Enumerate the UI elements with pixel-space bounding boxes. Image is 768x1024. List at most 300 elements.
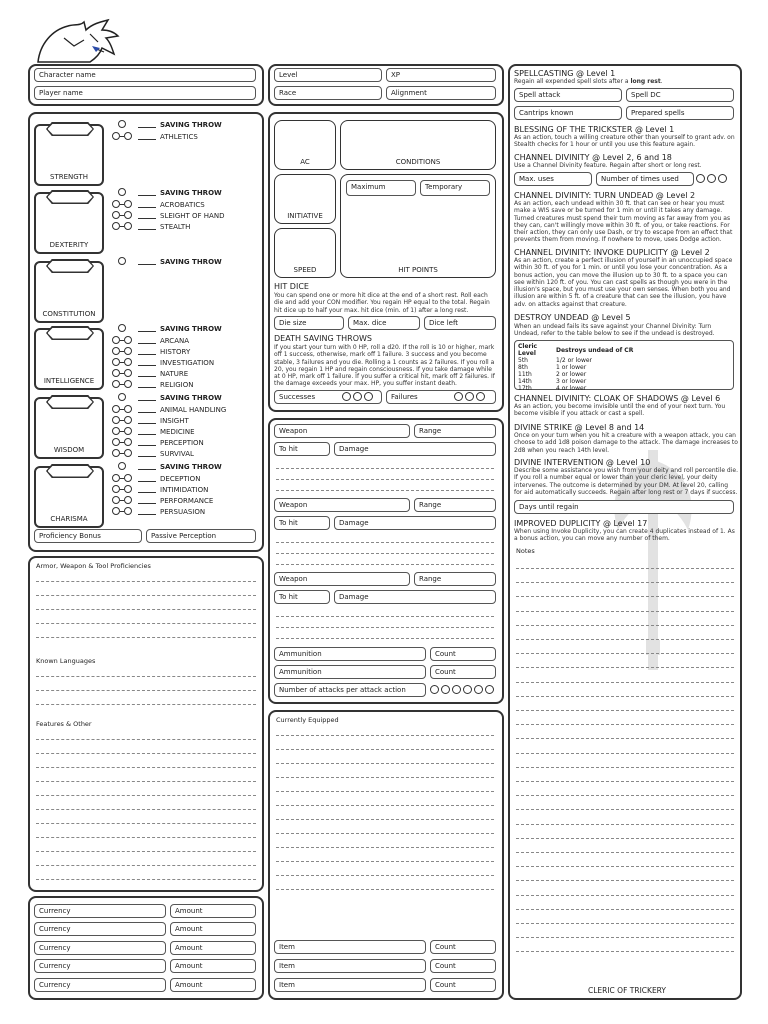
notes-line[interactable] bbox=[516, 738, 734, 739]
proficiency-line[interactable] bbox=[36, 609, 256, 610]
weapon-notes-line[interactable] bbox=[276, 564, 494, 565]
notes-line[interactable] bbox=[516, 795, 734, 796]
language-line[interactable] bbox=[36, 704, 256, 705]
currency-amount-field[interactable]: Amount bbox=[170, 922, 256, 936]
equipped-line[interactable] bbox=[276, 791, 494, 792]
skill-expertise-circle[interactable] bbox=[124, 438, 132, 446]
skill-expertise-circle[interactable] bbox=[124, 222, 132, 230]
languages-title: Known Languages bbox=[36, 657, 96, 665]
skill-connector bbox=[120, 442, 124, 443]
ability-box-wisdom[interactable] bbox=[34, 397, 104, 459]
weapons-panel bbox=[268, 418, 504, 704]
skill-expertise-circle[interactable] bbox=[124, 380, 132, 388]
currency-amount-field[interactable]: Amount bbox=[170, 941, 256, 955]
cr-table-row bbox=[518, 357, 637, 364]
skill-connector bbox=[120, 226, 124, 227]
notes-line[interactable] bbox=[516, 895, 734, 896]
weapon-damage-field[interactable]: Damage bbox=[334, 516, 496, 530]
notes-line[interactable] bbox=[516, 767, 734, 768]
proficiency-line[interactable] bbox=[36, 637, 256, 638]
cr-table-cell: 17th bbox=[518, 385, 532, 392]
speed-box[interactable] bbox=[274, 228, 336, 278]
skill-proficiency-circle[interactable] bbox=[112, 474, 120, 482]
weapon-to-hit-field[interactable]: To hit bbox=[274, 516, 330, 530]
ability-name: CONSTITUTION bbox=[42, 310, 96, 318]
skill-row bbox=[138, 406, 226, 414]
notes-line[interactable] bbox=[516, 824, 734, 825]
weapon-range-field[interactable]: Range bbox=[414, 572, 496, 586]
skill-proficiency-circle[interactable] bbox=[112, 336, 120, 344]
initiative-box[interactable] bbox=[274, 174, 336, 224]
saving-throw-label bbox=[138, 463, 222, 471]
notes-line[interactable] bbox=[516, 909, 734, 910]
notes-line[interactable] bbox=[516, 852, 734, 853]
notes-line[interactable] bbox=[516, 696, 734, 697]
notes-line[interactable] bbox=[516, 809, 734, 810]
skill-name: ACROBATICS bbox=[160, 201, 205, 209]
notes-line[interactable] bbox=[516, 866, 734, 867]
currency-name-field[interactable]: Currency bbox=[34, 941, 166, 955]
weapon-range-field[interactable]: Range bbox=[414, 498, 496, 512]
currency-name-field[interactable]: Currency bbox=[34, 922, 166, 936]
skill-name: PERFORMANCE bbox=[160, 497, 214, 505]
spell-dc-field[interactable]: Spell DC bbox=[626, 88, 734, 102]
weapon-notes-line[interactable] bbox=[276, 490, 494, 491]
saving-throw-proficiency-circle[interactable] bbox=[118, 393, 126, 401]
feature-line[interactable] bbox=[36, 879, 256, 880]
failures-field[interactable]: Failures bbox=[386, 390, 496, 404]
skill-name: ARCANA bbox=[160, 337, 190, 345]
attacks-per-action-field[interactable]: Number of attacks per attack action bbox=[274, 683, 426, 697]
cloak-of-shadows-text: As an action, you become invisible until the end of your next turn. You become visible if you attack or cast a spell. bbox=[514, 403, 726, 418]
weapon-notes-line[interactable] bbox=[276, 627, 494, 628]
proficiency-line[interactable] bbox=[36, 581, 256, 582]
player-name-field[interactable]: Player name bbox=[34, 86, 256, 100]
notes-line[interactable] bbox=[516, 951, 734, 952]
weapon-damage-field[interactable]: Damage bbox=[334, 442, 496, 456]
skill-connector bbox=[120, 489, 124, 490]
die-size-field[interactable]: Die size bbox=[274, 316, 344, 330]
skill-expertise-circle[interactable] bbox=[124, 416, 132, 424]
item-count-field[interactable]: Count bbox=[430, 978, 496, 992]
skill-row bbox=[138, 417, 189, 425]
skill-expertise-circle[interactable] bbox=[124, 358, 132, 366]
ability-box-constitution[interactable] bbox=[34, 261, 104, 323]
invoke-duplicity-title: CHANNEL DIVINITY: INVOKE DUPLICITY @ Level 2 bbox=[514, 248, 710, 257]
notes-line[interactable] bbox=[516, 625, 734, 626]
skill-proficiency-circle[interactable] bbox=[112, 347, 120, 355]
notes-line[interactable] bbox=[516, 682, 734, 683]
skill-expertise-circle[interactable] bbox=[124, 211, 132, 219]
saving-throw-text: SAVING THROW bbox=[160, 189, 222, 197]
weapon-notes-line[interactable] bbox=[276, 553, 494, 554]
skill-name: PERSUASION bbox=[160, 508, 206, 516]
notes-line[interactable] bbox=[516, 923, 734, 924]
divine-intervention-text: Describe some assistance you wish from your deity and roll percentile die. If you roll a number equal or lower than your cleric level, your deity intervenes. The outcome is determined by your DM. At level 20, calling for aid automatically succeeds. Regain after long rest or 7 days if success. bbox=[514, 467, 738, 496]
equipped-line[interactable] bbox=[276, 875, 494, 876]
cr-table-cell: 3 or lower bbox=[556, 378, 587, 385]
attacks-per-action-checkboxes[interactable] bbox=[428, 685, 494, 694]
hit-points-label: HIT POINTS bbox=[398, 266, 438, 274]
notes-line[interactable] bbox=[516, 639, 734, 640]
notes-line[interactable] bbox=[516, 582, 734, 583]
item-name-field[interactable]: Item bbox=[274, 940, 426, 954]
notes-title: Notes bbox=[516, 547, 535, 555]
ability-box-charisma[interactable] bbox=[34, 466, 104, 528]
skill-expertise-circle[interactable] bbox=[124, 449, 132, 457]
skill-expertise-circle[interactable] bbox=[124, 369, 132, 377]
weapon-notes-line[interactable] bbox=[276, 616, 494, 617]
skill-row bbox=[138, 370, 188, 378]
skill-name: ANIMAL HANDLING bbox=[160, 406, 227, 414]
skill-row bbox=[138, 348, 190, 356]
ability-box-strength[interactable] bbox=[34, 124, 104, 186]
successes-field[interactable]: Successes bbox=[274, 390, 382, 404]
notes-line[interactable] bbox=[516, 653, 734, 654]
weapon-name-field[interactable]: Weapon bbox=[274, 572, 410, 586]
skill-name: RELIGION bbox=[160, 381, 194, 389]
prepared-spells-field[interactable]: Prepared spells bbox=[626, 106, 734, 120]
ability-modifier-hex[interactable] bbox=[48, 124, 93, 135]
blessing-title: BLESSING OF THE TRICKSTER @ Level 1 bbox=[514, 125, 675, 134]
saving-throw-text: SAVING THROW bbox=[160, 463, 222, 471]
saving-throw-text: SAVING THROW bbox=[160, 394, 222, 402]
skill-connector bbox=[120, 215, 124, 216]
cloak-of-shadows-title: CHANNEL DIVINITY: CLOAK OF SHADOWS @ Level 6 bbox=[514, 394, 721, 403]
saving-throw-proficiency-circle[interactable] bbox=[118, 324, 126, 332]
divine-strike-text: Once on your turn when you hit a creature with a weapon attack, you can choose to add 1d8 poison damage to the attack. The damage increases to 2d8 when you reach 14th level. bbox=[514, 432, 738, 454]
ability-name: STRENGTH bbox=[50, 173, 88, 181]
feature-line[interactable] bbox=[36, 809, 256, 810]
skill-name: DECEPTION bbox=[160, 475, 201, 483]
proficiency-line[interactable] bbox=[36, 623, 256, 624]
currency-amount-field[interactable]: Amount bbox=[170, 904, 256, 918]
saving-throw-proficiency-circle[interactable] bbox=[118, 257, 126, 265]
saving-throw-label bbox=[138, 189, 222, 197]
skill-proficiency-circle[interactable] bbox=[112, 485, 120, 493]
ability-name: DEXTERITY bbox=[49, 241, 89, 249]
saving-throw-text: SAVING THROW bbox=[160, 325, 222, 333]
ability-modifier-hex[interactable] bbox=[48, 466, 93, 477]
feature-line[interactable] bbox=[36, 823, 256, 824]
weapon-name-field[interactable]: Weapon bbox=[274, 498, 410, 512]
skill-row bbox=[138, 508, 205, 516]
feature-line[interactable] bbox=[36, 837, 256, 838]
skill-row bbox=[138, 428, 195, 436]
ability-name: WISDOM bbox=[53, 446, 85, 454]
features-other-title: Features & Other bbox=[36, 720, 92, 728]
feature-line[interactable] bbox=[36, 851, 256, 852]
notes-line[interactable] bbox=[516, 781, 734, 782]
conditions-label: CONDITIONS bbox=[395, 158, 441, 166]
weapon-notes-line[interactable] bbox=[276, 479, 494, 480]
notes-line[interactable] bbox=[516, 596, 734, 597]
hp-maximum-field[interactable]: Maximum bbox=[346, 180, 416, 196]
class-footer-label: CLERIC OF TRICKERY bbox=[587, 986, 666, 995]
channel-divinity-text: Use a Channel Divinity feature. Regain after short or long rest. bbox=[514, 162, 702, 169]
times-used-checkboxes[interactable] bbox=[694, 174, 727, 183]
cr-table-row bbox=[518, 378, 637, 385]
equipped-line[interactable] bbox=[276, 889, 494, 890]
skill-row bbox=[138, 212, 224, 220]
weapon-range-field[interactable]: Range bbox=[414, 424, 496, 438]
ability-modifier-hex[interactable] bbox=[48, 397, 93, 408]
weapon-notes-line[interactable] bbox=[276, 542, 494, 543]
skill-expertise-circle[interactable] bbox=[124, 200, 132, 208]
feature-line[interactable] bbox=[36, 781, 256, 782]
skill-name: INSIGHT bbox=[160, 417, 189, 425]
skill-row bbox=[138, 439, 204, 447]
destroy-undead-text: When an undead fails its save against your Channel Divinity: Turn Undead, refer to the table below to see if the undead is destroyed. bbox=[514, 323, 715, 338]
skill-expertise-circle[interactable] bbox=[124, 474, 132, 482]
notes-line[interactable] bbox=[516, 611, 734, 612]
currency-name-field[interactable]: Currency bbox=[34, 959, 166, 973]
failures-checkboxes[interactable] bbox=[452, 392, 485, 401]
skill-name: HISTORY bbox=[160, 348, 191, 356]
ammunition-field-2[interactable]: Ammunition bbox=[274, 665, 426, 679]
destroy-undead-title: DESTROY UNDEAD @ Level 5 bbox=[514, 313, 631, 322]
skill-name: INTIMIDATION bbox=[160, 486, 209, 494]
feature-line[interactable] bbox=[36, 753, 256, 754]
currency-amount-field[interactable]: Amount bbox=[170, 959, 256, 973]
ability-box-intelligence[interactable] bbox=[34, 328, 104, 390]
skill-row bbox=[138, 133, 198, 141]
dice-left-field[interactable]: Dice left bbox=[424, 316, 496, 330]
currently-equipped-title: Currently Equipped bbox=[276, 716, 339, 724]
saving-throw-label bbox=[138, 325, 222, 333]
cr-table-cell: 4 or lower bbox=[556, 385, 587, 392]
skill-name: INVESTIGATION bbox=[160, 359, 215, 367]
skill-name: NATURE bbox=[160, 370, 189, 378]
notes-line[interactable] bbox=[516, 568, 734, 569]
divine-strike-title: DIVINE STRIKE @ Level 8 and 14 bbox=[514, 423, 645, 432]
successes-checkboxes[interactable] bbox=[340, 392, 373, 401]
improved-duplicity-title: IMPROVED DUPLICITY @ Level 17 bbox=[514, 519, 648, 528]
saving-throw-text: SAVING THROW bbox=[160, 258, 222, 266]
skill-proficiency-circle[interactable] bbox=[112, 222, 120, 230]
ac-label: AC bbox=[300, 158, 310, 166]
ability-box-dexterity[interactable] bbox=[34, 192, 104, 254]
cr-table-header: Destroys undead of CR bbox=[556, 346, 634, 354]
xp-field[interactable]: XP bbox=[386, 68, 496, 82]
skill-row bbox=[138, 223, 190, 231]
skill-expertise-circle[interactable] bbox=[124, 132, 132, 140]
skill-expertise-circle[interactable] bbox=[124, 485, 132, 493]
weapon-damage-field[interactable]: Damage bbox=[334, 590, 496, 604]
saving-throw-label bbox=[138, 121, 222, 129]
feature-line[interactable] bbox=[36, 767, 256, 768]
skill-name: SLEIGHT OF HAND bbox=[160, 212, 225, 220]
equipped-line[interactable] bbox=[276, 861, 494, 862]
ammunition-count-2[interactable]: Count bbox=[430, 665, 496, 679]
skill-row bbox=[138, 475, 200, 483]
skill-name: ATHLETICS bbox=[160, 133, 198, 141]
item-name-field[interactable]: Item bbox=[274, 978, 426, 992]
feature-line[interactable] bbox=[36, 795, 256, 796]
spellcasting-text: Regain all expended spell slots after a long rest. bbox=[514, 78, 663, 85]
skill-name: SURVIVAL bbox=[160, 450, 194, 458]
character-name-field[interactable]: Character name bbox=[34, 68, 256, 82]
skill-proficiency-circle[interactable] bbox=[112, 369, 120, 377]
skill-expertise-circle[interactable] bbox=[124, 336, 132, 344]
passive-perception-field[interactable]: Passive Perception bbox=[146, 529, 256, 543]
destroy-undead-table bbox=[518, 343, 637, 392]
cr-table-cell: 1 or lower bbox=[556, 364, 587, 371]
ammunition-field-1[interactable]: Ammunition bbox=[274, 647, 426, 661]
skill-connector bbox=[120, 384, 124, 385]
cr-table-header: Cleric Level bbox=[518, 343, 538, 357]
equipped-line[interactable] bbox=[276, 763, 494, 764]
skill-proficiency-circle[interactable] bbox=[112, 358, 120, 366]
equipped-line[interactable] bbox=[276, 833, 494, 834]
skill-proficiency-circle[interactable] bbox=[112, 438, 120, 446]
skill-proficiency-circle[interactable] bbox=[112, 200, 120, 208]
skill-row bbox=[138, 359, 214, 367]
cantrips-known-field[interactable]: Cantrips known bbox=[514, 106, 622, 120]
cr-table-row bbox=[518, 371, 637, 378]
ability-name: CHARISMA bbox=[50, 515, 88, 523]
equipped-line[interactable] bbox=[276, 735, 494, 736]
skill-connector bbox=[120, 136, 124, 137]
weapon-to-hit-field[interactable]: To hit bbox=[274, 590, 330, 604]
notes-line[interactable] bbox=[516, 838, 734, 839]
notes-line[interactable] bbox=[516, 667, 734, 668]
saving-throw-proficiency-circle[interactable] bbox=[118, 188, 126, 196]
notes-line[interactable] bbox=[516, 710, 734, 711]
equipped-line[interactable] bbox=[276, 847, 494, 848]
ability-modifier-hex[interactable] bbox=[48, 328, 93, 339]
weapon-notes-line[interactable] bbox=[276, 638, 494, 639]
invoke-duplicity-text: As an action, create a perfect illusion of yourself in an unoccupied space within 30 ft. of you for 1 min. or until you lose your concentration. As a bonus action, you can move the illusion up to 30 ft. to a space you can see within 120 ft. of you. You can cast spells as though you were in the illusion's space, but you must use your own senses. When both you and illusion are within 5 ft. of a creature that can see the illusion, you have adv. on attacks against that creature. bbox=[514, 257, 733, 308]
ability-modifier-hex[interactable] bbox=[48, 261, 93, 272]
cr-table-cell: 14th bbox=[518, 378, 532, 385]
skill-expertise-circle[interactable] bbox=[124, 496, 132, 504]
skill-connector bbox=[120, 373, 124, 374]
ac-box[interactable] bbox=[274, 120, 336, 170]
item-count-field[interactable]: Count bbox=[430, 940, 496, 954]
skill-name: MEDICINE bbox=[160, 428, 195, 436]
skill-name: STEALTH bbox=[160, 223, 191, 231]
item-count-field[interactable]: Count bbox=[430, 959, 496, 973]
notes-line[interactable] bbox=[516, 753, 734, 754]
skill-proficiency-circle[interactable] bbox=[112, 211, 120, 219]
divine-intervention-title: DIVINE INTERVENTION @ Level 10 bbox=[514, 458, 651, 467]
skill-row bbox=[138, 201, 205, 209]
proficiency-line[interactable] bbox=[36, 595, 256, 596]
equipped-line[interactable] bbox=[276, 749, 494, 750]
skill-proficiency-circle[interactable] bbox=[112, 507, 120, 515]
skill-connector bbox=[120, 340, 124, 341]
skill-row bbox=[138, 497, 213, 505]
saving-throw-proficiency-circle[interactable] bbox=[118, 120, 126, 128]
skill-expertise-circle[interactable] bbox=[124, 347, 132, 355]
notes-line[interactable] bbox=[516, 880, 734, 881]
days-until-regain-field[interactable]: Days until regain bbox=[514, 500, 734, 514]
saving-throw-label bbox=[138, 258, 222, 266]
race-field[interactable]: Race bbox=[274, 86, 382, 100]
equipped-line[interactable] bbox=[276, 819, 494, 820]
max-uses-field[interactable]: Max. uses bbox=[514, 172, 592, 186]
skill-expertise-circle[interactable] bbox=[124, 427, 132, 435]
conditions-box[interactable] bbox=[340, 120, 496, 170]
saving-throw-proficiency-circle[interactable] bbox=[118, 462, 126, 470]
cr-table-cell: 5th bbox=[518, 357, 528, 364]
dragon-logo bbox=[34, 18, 120, 66]
skill-proficiency-circle[interactable] bbox=[112, 416, 120, 424]
weapon-name-field[interactable]: Weapon bbox=[274, 424, 410, 438]
skill-proficiency-circle[interactable] bbox=[112, 496, 120, 504]
skill-connector bbox=[120, 431, 124, 432]
weapon-to-hit-field[interactable]: To hit bbox=[274, 442, 330, 456]
ammunition-count-1[interactable]: Count bbox=[430, 647, 496, 661]
skill-proficiency-circle[interactable] bbox=[112, 427, 120, 435]
skill-expertise-circle[interactable] bbox=[124, 507, 132, 515]
feature-line[interactable] bbox=[36, 739, 256, 740]
death-saves-text: If you start your turn with 0 HP, roll a d20. If the roll is 10 or higher, mark off 1 success, otherwise, mark off 1 failure. 3 success and you become stable, 3 failures and you die. Rolling a 1 counts as 2 failures. If you roll a 20, you regain 1 HP and regain consciousness. If you take damage while at 0 HP, mark off 1 failure. If you suffer a critical hit, mark off 2 failures. If the damage exceeds your max. HP, you suffer instant death. bbox=[274, 344, 495, 388]
hp-temporary-field[interactable]: Temporary bbox=[420, 180, 490, 196]
max-dice-field[interactable]: Max. dice bbox=[348, 316, 420, 330]
skill-proficiency-circle[interactable] bbox=[112, 380, 120, 388]
saving-throw-text: SAVING THROW bbox=[160, 121, 222, 129]
turn-undead-title: CHANNEL DIVINITY: TURN UNDEAD @ Level 2 bbox=[514, 191, 696, 200]
level-field[interactable]: Level bbox=[274, 68, 382, 82]
spell-attack-field[interactable]: Spell attack bbox=[514, 88, 622, 102]
item-name-field[interactable]: Item bbox=[274, 959, 426, 973]
improved-duplicity-text: When using Invoke Duplicity, you can create 4 duplicates instead of 1. As a bonus action, you can move any number of them. bbox=[514, 528, 735, 543]
language-line[interactable] bbox=[36, 676, 256, 677]
skill-proficiency-circle[interactable] bbox=[112, 405, 120, 413]
skill-connector bbox=[120, 500, 124, 501]
alignment-field[interactable]: Alignment bbox=[386, 86, 496, 100]
channel-divinity-title: CHANNEL DIVINITY @ Level 2, 6 and 18 bbox=[514, 153, 672, 162]
skill-connector bbox=[120, 204, 124, 205]
cr-table-cell: 2 or lower bbox=[556, 371, 587, 378]
equipped-line[interactable] bbox=[276, 805, 494, 806]
hit-dice-title: HIT DICE bbox=[274, 282, 309, 291]
skill-connector bbox=[120, 478, 124, 479]
blessing-text: As an action, touch a willing creature other than yourself to grant adv. on Stealth checks for 1 hour or until you use this feature again. bbox=[514, 134, 735, 149]
skill-connector bbox=[120, 409, 124, 410]
weapon-notes-line[interactable] bbox=[276, 468, 494, 469]
currency-name-field[interactable]: Currency bbox=[34, 978, 166, 992]
skill-proficiency-circle[interactable] bbox=[112, 132, 120, 140]
skill-connector bbox=[120, 351, 124, 352]
times-used-field[interactable]: Number of times used bbox=[596, 172, 694, 186]
skill-proficiency-circle[interactable] bbox=[112, 449, 120, 457]
skill-name: PERCEPTION bbox=[160, 439, 204, 447]
spellcasting-title: SPELLCASTING @ Level 1 bbox=[514, 69, 616, 78]
proficiency-bonus-field[interactable]: Proficiency Bonus bbox=[34, 529, 142, 543]
cr-table-row bbox=[518, 364, 637, 371]
cr-table-cell: 8th bbox=[518, 364, 528, 371]
currency-amount-field[interactable]: Amount bbox=[170, 978, 256, 992]
turn-undead-text: As an action, each undead within 30 ft. that can see or hear you must make a WIS save or be turned for 1 min or until it takes any damage. Turned creatures must spend their turn moving as far away from you as they can, can't willingly move within 30 ft. of you, or take reactions. For their action, they can only use Dash, or try to escape from an effect that prevents them from moving. If nowhere to move, uses Dodge action. bbox=[514, 200, 733, 244]
notes-line[interactable] bbox=[516, 937, 734, 938]
death-saves-title: DEATH SAVING THROWS bbox=[274, 334, 373, 343]
skill-row bbox=[138, 486, 208, 494]
equipped-line[interactable] bbox=[276, 777, 494, 778]
language-line[interactable] bbox=[36, 690, 256, 691]
skill-row bbox=[138, 450, 194, 458]
notes-line[interactable] bbox=[516, 724, 734, 725]
skill-row bbox=[138, 337, 189, 345]
saving-throw-label bbox=[138, 394, 222, 402]
feature-line[interactable] bbox=[36, 865, 256, 866]
skill-expertise-circle[interactable] bbox=[124, 405, 132, 413]
ability-modifier-hex[interactable] bbox=[48, 192, 93, 203]
speed-label: SPEED bbox=[293, 266, 317, 274]
currency-name-field[interactable]: Currency bbox=[34, 904, 166, 918]
